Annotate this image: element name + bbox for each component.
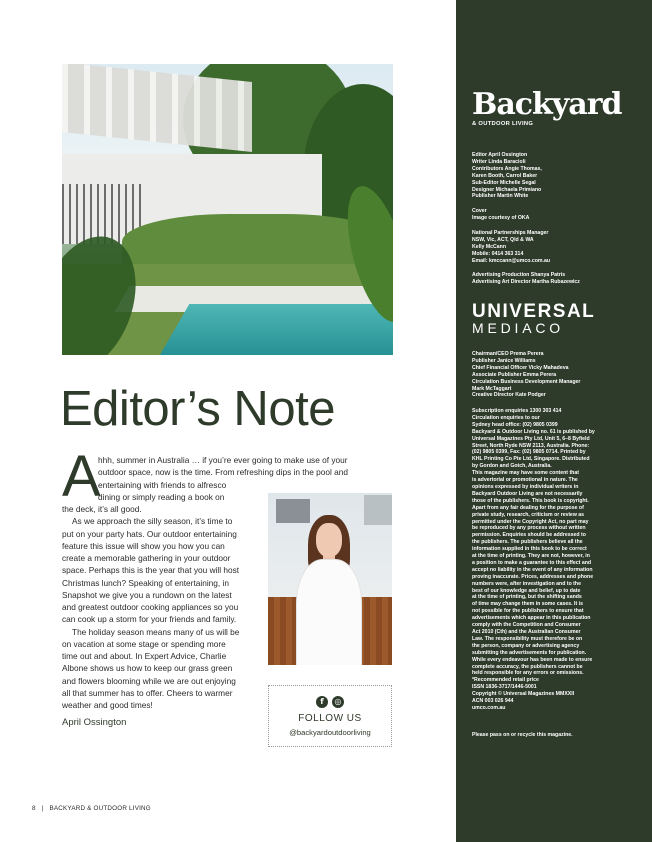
- legal-line: (02) 9805 0399, Fax: (02) 9805 0714. Printed by: [472, 449, 586, 456]
- legal-line: those of the publishers. This book is copyright.: [472, 497, 589, 504]
- body-line: As we approach the silly season, it’s time to: [72, 516, 233, 527]
- body-line: entertaining with friends to alfresco: [98, 479, 227, 490]
- credit-line: Publisher Janice Williams: [472, 357, 536, 364]
- credit-line: Image courtesy of OKA: [472, 214, 530, 221]
- credit-line: Mark McTaggart: [472, 385, 512, 392]
- footer-separator: |: [41, 805, 44, 812]
- legal-line: held responsible for any errors or omissions.: [472, 670, 584, 677]
- legal-line: Apart from any fair dealing for the purpose of: [472, 504, 584, 511]
- credit-line: Advertising Art Director Martha Rubazewicz: [472, 278, 580, 285]
- page-number: 8: [32, 805, 36, 812]
- body-line: Albone shows us how to keep our grass green: [62, 663, 233, 674]
- social-icons: [269, 696, 391, 708]
- um-logo-line1: UNIVERSAL: [472, 301, 596, 322]
- credit-line: Publisher Martin White: [472, 193, 529, 200]
- credit-line: Advertising Production Shanya Patris: [472, 272, 566, 278]
- universal-mediaco-logo: [472, 302, 595, 336]
- legal-line: submitting the advertisements for publication.: [472, 649, 587, 656]
- masthead-sidebar: [456, 0, 652, 842]
- legal-line: permitted under the Copyright Act, no part may: [472, 518, 589, 525]
- advertising-credits: [472, 272, 644, 286]
- credit-line: Editor April Ossington: [472, 152, 528, 158]
- body-line: space. Perhaps this is the year that you will host: [62, 565, 240, 576]
- facebook-icon[interactable]: f: [316, 696, 328, 708]
- photo-person-face: [316, 523, 342, 557]
- staff-credits: [472, 152, 644, 200]
- body-line: hhh, summer in Australia … if you’re ever going to make use of your: [98, 455, 348, 465]
- legal-line: This magazine may have some content that: [472, 470, 579, 477]
- credit-line: Creative Director Kate Podger: [472, 392, 546, 399]
- hero-photo-pool-garden: [62, 64, 393, 355]
- body-line: outdoor space, now is the time. From refreshing dips in the pool and: [98, 467, 348, 478]
- credit-line: Email: kmccann@umco.com.au: [472, 257, 550, 264]
- legal-notice: [472, 408, 644, 712]
- legal-line: Act 2010 (Cth) and the Australian Consumer: [472, 629, 581, 635]
- social-handle[interactable]: @backyardoutdoorliving: [289, 728, 371, 737]
- legal-line: ISSN 1836-3717/1446-5001: [472, 684, 537, 691]
- credit-line: Designer Michaela Primiano: [472, 186, 542, 193]
- legal-line: the publishers. The publishers believe all the: [472, 539, 583, 546]
- page-footer: [32, 805, 151, 812]
- legal-line: Copyright © Universal Magazines MMXXII: [472, 691, 575, 698]
- legal-line: a position to make a guarantee to this effect and: [472, 559, 592, 566]
- follow-us-label: FOLLOW US: [298, 713, 362, 724]
- credit-line: Chief Financial Officer Vicky Mahadeva: [472, 364, 569, 371]
- credit-line: Writer Linda Baracioli: [472, 158, 526, 165]
- legal-line: comply with the Competition and Consumer: [472, 622, 581, 629]
- body-line: and greatest outdoor cooking appliances so you: [62, 602, 239, 612]
- photo-building: [364, 495, 392, 525]
- legal-line: complete accuracy, the publishers cannot be: [472, 663, 583, 670]
- body-line: put on your party hats. Our outdoor entertaining: [62, 528, 237, 539]
- partnerships-contact: [472, 230, 644, 265]
- drop-cap: A: [62, 444, 101, 509]
- credit-line: Circulation Business Development Manager: [472, 378, 581, 385]
- body-line: all that summer has to offer. Cheers to warmer: [62, 687, 233, 698]
- legal-line: Sydney head office: (02) 9805 0399: [472, 421, 558, 428]
- executive-credits: [472, 351, 644, 399]
- legal-line: private study, research, criticism or review as: [472, 511, 585, 518]
- body-line: time out and about. In Expert Advice, Charlie: [62, 651, 227, 661]
- instagram-icon[interactable]: ◎: [332, 696, 344, 708]
- legal-line: accept no liability in the event of any information: [472, 566, 593, 573]
- um-logo-line2: MEDIACO: [472, 320, 564, 336]
- legal-line: advertisements which appear in this publication: [472, 615, 591, 622]
- credit-line: NSW, Vic, ACT, Qld & WA: [472, 236, 534, 243]
- legal-line: opinions expressed by individual writers in: [472, 483, 579, 490]
- legal-line: Backyard & Outdoor Living no. 61 is published by: [472, 428, 595, 435]
- body-line: the deck, it’s all good.: [62, 504, 142, 514]
- legal-line: the person, company or advertising agency: [472, 642, 580, 649]
- page-title: Editor’s Note: [60, 382, 335, 436]
- legal-line: Law. The responsibility must therefore be on: [472, 635, 583, 642]
- body-line: and flowers blooming while we are out enjoying: [62, 675, 236, 686]
- credit-line: Mobile: 0414 363 314: [472, 250, 524, 257]
- legal-line: at the time of printing. They are not, however, in: [472, 553, 590, 560]
- legal-line: While every endeavour has been made to ensure: [472, 656, 593, 663]
- legal-line: proving inaccurate. Prices, addresses and phone: [472, 573, 594, 580]
- recycle-note: [472, 732, 644, 739]
- legal-line: ACN 003 026 944: [472, 698, 514, 705]
- credit-line: National Partnerships Manager: [472, 230, 549, 236]
- logo-wordmark: Backyard: [472, 87, 622, 122]
- legal-line: permission. Enquiries should be addressed to: [472, 532, 586, 539]
- legal-line: Backyard Outdoor Living are not necessarily: [472, 490, 583, 497]
- body-line: The holiday season means many of us will be: [72, 626, 240, 637]
- legal-line: not possible for the publishers to ensure that: [472, 608, 584, 615]
- legal-line: KHL Printing Co Pte Ltd, Singapore. Distributed: [472, 456, 590, 463]
- legal-line: at the time of printing, but the shifting sands: [472, 594, 582, 601]
- photo-person-shirt: [296, 559, 362, 665]
- legal-line: umco.com.au: [472, 704, 506, 711]
- legal-line: by Gordon and Gotch, Australia.: [472, 463, 552, 470]
- logo-subtitle: & OUTDOOR LIVING: [472, 121, 534, 127]
- cover-credit: [472, 208, 644, 222]
- body-line: create a memorable gathering in your outdoor: [62, 553, 231, 563]
- legal-line: Subscription enquiries 1300 303 414: [472, 408, 562, 414]
- credit-line: Contributors Angie Thomas,: [472, 165, 542, 172]
- credit-line: Karen Booth, Carrol Baker: [472, 172, 538, 179]
- credit-line: Associate Publisher Emma Perera: [472, 371, 557, 378]
- social-follow-box: [268, 685, 392, 747]
- credit-line: Cover: [472, 208, 487, 214]
- credit-line: Chairman/CEO Prema Perera: [472, 351, 544, 357]
- legal-line: of time may change them in some cases. It is: [472, 601, 583, 608]
- legal-line: Universal Magazines Pty Ltd, Unit 5, 6–8 Byfield: [472, 435, 590, 442]
- legal-line: be reproduced by any process without written: [472, 525, 586, 532]
- article-body: [62, 503, 272, 711]
- footer-publication: BACKYARD & OUTDOOR LIVING: [49, 805, 151, 812]
- legal-line: information supplied in this book to be correct: [472, 546, 587, 553]
- legal-line: Circulation enquiries to our: [472, 414, 540, 421]
- photo-building: [276, 499, 310, 523]
- legal-line: *Recommended retail price: [472, 677, 539, 684]
- body-line: feature this issue will show you how you can: [62, 540, 225, 551]
- photo-pool: [155, 304, 393, 355]
- body-line: dining or simply reading a book on: [98, 491, 225, 502]
- body-line: can cook up a storm for your friends and family.: [62, 614, 237, 625]
- credit-line: Please pass on or recycle this magazine.: [472, 732, 573, 738]
- legal-line: best of our knowledge and belief, up to date: [472, 587, 581, 594]
- body-line: Snapshot we give you a rundown on the latest: [62, 589, 232, 600]
- body-line: weather and good times!: [62, 700, 153, 710]
- body-line: Christmas lunch? Speaking of entertaining, in: [62, 577, 229, 588]
- editor-portrait-photo: [268, 493, 392, 665]
- legal-line: is advertorial or promotional in nature. The: [472, 477, 578, 484]
- editor-signature: April Ossington: [62, 717, 127, 728]
- credit-line: Sub-Editor Michelle Segal: [472, 179, 536, 186]
- legal-line: Street, North Ryde NSW 2113, Australia. Phone:: [472, 442, 590, 449]
- body-line: on vacation at some stage or spending more: [62, 638, 226, 649]
- credit-line: Kelly McCann: [472, 243, 507, 250]
- legal-line: numbers were, after investigation and to the: [472, 580, 581, 587]
- backyard-logo: [472, 87, 622, 127]
